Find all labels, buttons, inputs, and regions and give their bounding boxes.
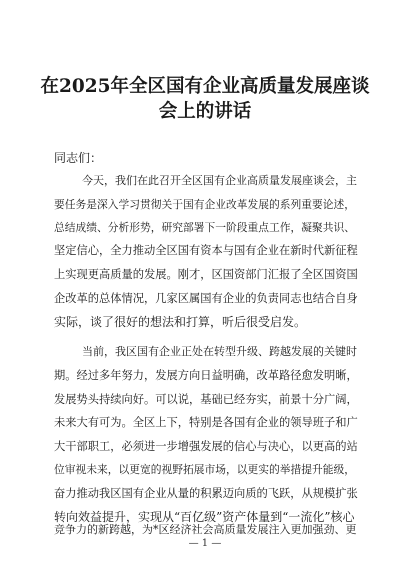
title-line-2: 会上的讲话 [158, 101, 252, 122]
page-number: — 1 — [188, 538, 222, 549]
body-line: 上实现更高质量的发展。刚才，区国资部门汇报了全区国资国 [54, 268, 358, 281]
body-line: 发展势头持续向好。可以说，基础已经夯实，前景十分广阔， [54, 393, 358, 406]
body-line: 期。经过多年努力，发展方向日益明确，改革路径愈发明晰， [54, 369, 358, 382]
document-title [40, 74, 370, 124]
body-line: 竞争力的新跨越，为*区经济社会高质量发展注入更加强劲、更 [54, 523, 357, 536]
body-line: 总结成绩、分析形势，研究部署下一阶段重点工作，凝聚共识、 [54, 221, 356, 234]
body-line: 今天，我们在此召开全区国有企业高质量发展座谈会，主 [82, 174, 357, 187]
body-line: 转向效益提升，实现从“百亿级”资产体量到“一流化”核心 [54, 510, 355, 524]
body-line: 当前，我区国有企业正处在转型升级、跨越发展的关键时 [82, 345, 357, 358]
body-line: 坚定信心，全力推动全区国有资本与国有企业在新时代新征程 [54, 244, 358, 257]
body-line: 奋力推动我区国有企业从量的积累迈向质的飞跃，从规模扩张 [54, 487, 358, 500]
body-line: 企改革的总体情况，几家区属国有企业的负责同志也结合自身 [54, 292, 358, 305]
body-line: 未来大有可为。全区上下，特别是各国有企业的领导班子和广 [54, 416, 358, 429]
body-line: 大干部职工，必须进一步增强发展的信心与决心，以更高的站 [54, 440, 358, 453]
body-line: 实际，谈了很好的想法和打算，听后很受启发。 [54, 315, 307, 329]
body-line: 位审视未来，以更宽的视野拓展市场，以更实的举措提升能级， [54, 463, 356, 476]
title-line-1: 在2025年全区国有企业高质量发展座谈 [40, 76, 370, 97]
salutation: 同志们： [54, 151, 103, 165]
body-line: 要任务是深入学习贯彻关于国有企业改革发展的系列重要论述， [54, 198, 356, 211]
